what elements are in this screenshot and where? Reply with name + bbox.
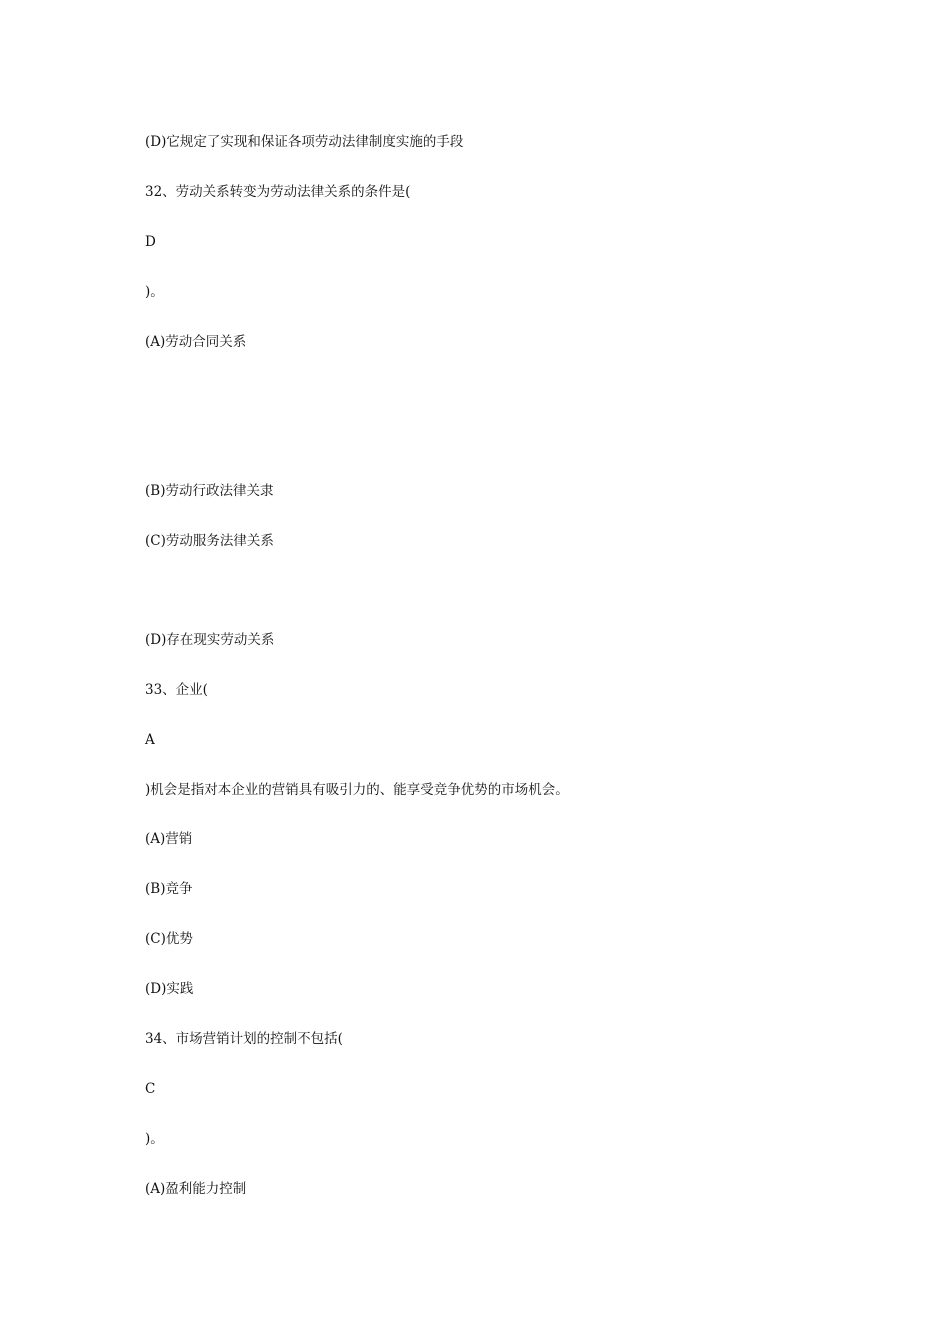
question-34: 34、市场营销计划的控制不包括( [145, 1031, 343, 1047]
question-34-end: )。 [145, 1131, 164, 1147]
option-33-c: (C)优势 [145, 931, 193, 947]
answer-34: C [145, 1081, 156, 1097]
option-32-b: (B)劳动行政法律关隶 [145, 483, 274, 499]
question-32-end: )。 [145, 284, 164, 300]
option-31-d: (D)它规定了实现和保证各项劳动法律制度实施的手段 [145, 134, 464, 150]
option-32-c: (C)劳动服务法律关系 [145, 533, 274, 549]
option-32-a: (A)劳动合同关系 [145, 334, 247, 350]
option-33-d: (D)实践 [145, 981, 194, 997]
question-32: 32、劳动关系转变为劳动法律关系的条件是( [145, 184, 411, 200]
answer-32: D [145, 234, 156, 250]
question-33: 33、企业( [145, 682, 208, 698]
question-33-end: )机会是指对本企业的营销具有吸引力的、能享受竞争优势的市场机会。 [145, 782, 569, 798]
option-34-a: (A)盈利能力控制 [145, 1181, 247, 1197]
answer-33: A [145, 732, 155, 748]
option-33-a: (A)营销 [145, 831, 193, 847]
option-32-d: (D)存在现实劳动关系 [145, 632, 275, 648]
option-33-b: (B)竞争 [145, 881, 193, 897]
